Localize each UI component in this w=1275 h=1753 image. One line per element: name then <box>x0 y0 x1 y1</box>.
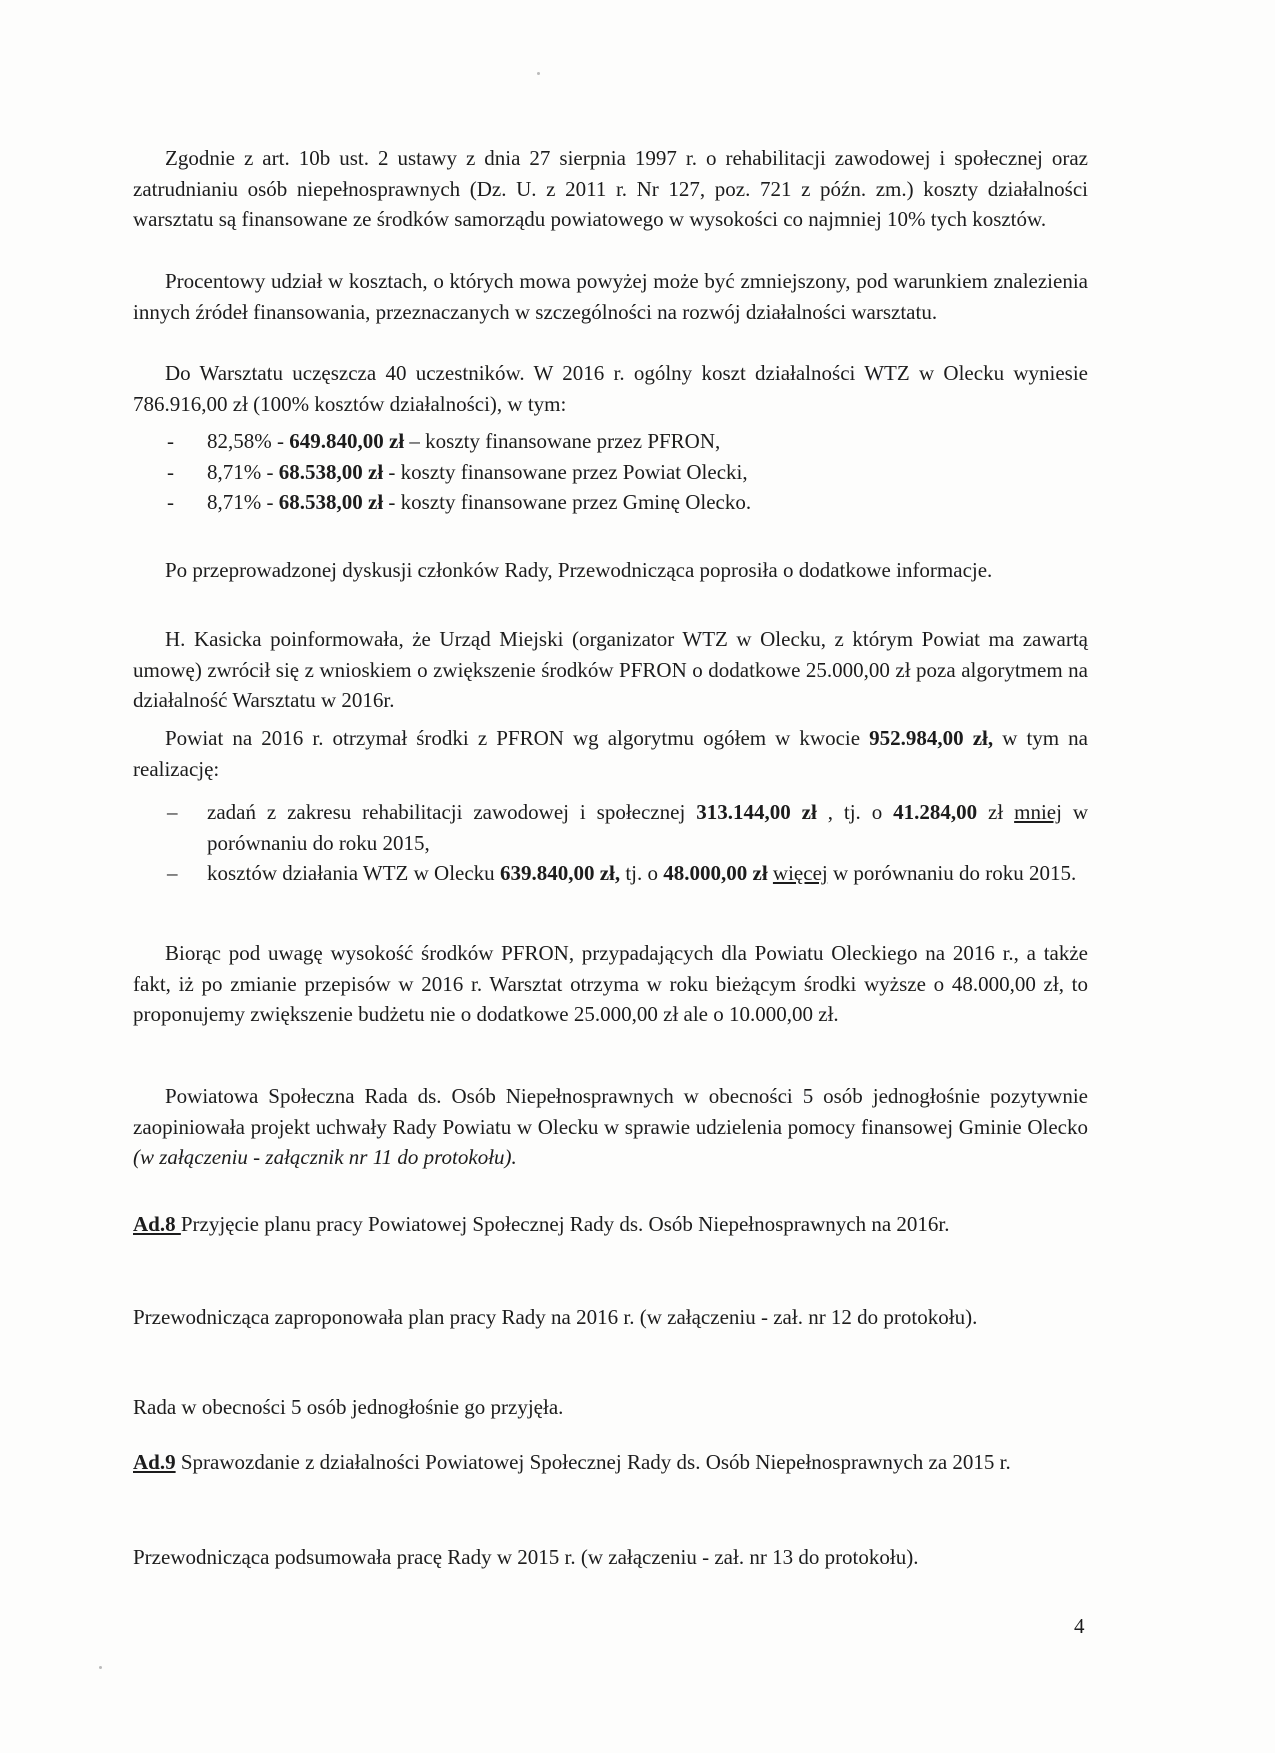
agenda-title: Sprawozdanie z działalności Powiatowej Społecznej Rady ds. Osób Niepełnosprawnych za 2015 r. <box>175 1450 1011 1474</box>
paragraph-participants: Do Warsztatu uczęszcza 40 uczestników. W 2016 r. ogólny koszt działalności WTZ w Olecku wyniesie 786.916,00 zł (100% kosztów działalności), w tym: <box>133 361 1088 416</box>
agenda-label: Ad.9 <box>133 1450 176 1474</box>
cost-list <box>133 426 1088 518</box>
paragraph-budget-proposal: Biorąc pod uwagę wysokość środków PFRON, przypadających dla Powiatu Oleckiego na 2016 r., a także fakt, iż po zmianie przepisów w 2016 r. Warsztat otrzyma w roku bieżącym środki wyższe o 48.000,00 zł, to proponujemy zwiększenie budżetu nie o dodatkowe 25.000,00 zł ale o 10.000,00 zł. <box>133 941 1088 1026</box>
paragraph-opinion: Powiatowa Społeczna Rada ds. Osób Niepełnosprawnych w obecności 5 osób jednogłośnie pozytywnie zaopiniowała projekt uchwały Rady Powiatu w Olecku w sprawie udzielenia pomocy finansowej Gminie Olecko (w załączeniu - załącznik nr 11 do protokołu). <box>133 1084 1088 1169</box>
paragraph-adopted: Rada w obecności 5 osób jednogłośnie go przyjęła. <box>133 1395 564 1419</box>
list-item: - 82,58% - 649.840,00 zł – koszty finansowane przez PFRON, <box>167 429 721 453</box>
agenda-item-9 <box>133 1447 1088 1478</box>
paragraph-algorithm-funds: Powiat na 2016 r. otrzymał środki z PFRON wg algorytmu ogółem w kwocie 952.984,00 zł, w tym na realizację: <box>133 726 1089 781</box>
list-item: - 8,71% - 68.538,00 zł - koszty finansowane przez Gminę Olecko. <box>167 490 752 514</box>
agenda-label: Ad.8 <box>133 1212 181 1236</box>
task-list <box>133 797 1088 889</box>
list-item: - 8,71% - 68.538,00 zł - koszty finansowane przez Powiat Olecki, <box>167 459 748 484</box>
paragraph-legal-basis: Zgodnie z art. 10b ust. 2 ustawy z dnia 27 sierpnia 1997 r. o rehabilitacji zawodowej i społecznej oraz zatrudnianiu osób niepełnosprawnych (Dz. U. z 2011 r. Nr 127, poz. 721 z późn. zm.) koszty działalności warsztatu są finansowane ze środków samorządu powiatowego w wysokości co najmniej 10% tych kosztów. <box>133 146 1088 231</box>
list-item: – kosztów działania WTZ w Olecku 639.840,00 zł, tj. o 48.000,00 zł więcej w porównaniu do roku 2015. <box>167 861 1077 885</box>
paragraph-work-plan: Przewodnicząca zaproponowała plan pracy Rady na 2016 r. (w załączeniu - zał. nr 12 do protokołu). <box>133 1305 978 1329</box>
scan-speck <box>99 1666 102 1669</box>
agenda-title: Przyjęcie planu pracy Powiatowej Społecznej Rady ds. Osób Niepełnosprawnych na 2016r. <box>180 1212 950 1236</box>
paragraph-percentage-share: Procentowy udział w kosztach, o których mowa powyżej może być zmniejszony, pod warunkiem znalezienia innych źródeł finansowania, przeznaczanych w szczególności na rozwój działalności warsztatu. <box>133 269 1088 324</box>
page-number: 4 <box>1074 1614 1085 1638</box>
scan-speck <box>537 72 540 75</box>
list-item: – zadań z zakresu rehabilitacji zawodowej i społecznej 313.144,00 zł , tj. o 41.284,00 zł mniej w porównaniu do roku 2015, <box>167 800 1089 855</box>
agenda-item-8 <box>133 1209 1088 1240</box>
paragraph-summary: Przewodnicząca podsumowała pracę Rady w 2015 r. (w załączeniu - zał. nr 13 do protokołu). <box>133 1545 919 1569</box>
paragraph-discussion: Po przeprowadzonej dyskusji członków Rady, Przewodnicząca poprosiła o dodatkowe informacje. <box>165 558 993 582</box>
paragraph-kasicka: H. Kasicka poinformowała, że Urząd Miejski (organizator WTZ w Olecku, z którym Powiat ma zawartą umowę) zwrócił się z wnioskiem o zwiększenie środków PFRON o dodatkowe 25.000,00 zł poza algorytmem na działalność Warsztatu w 2016r. <box>133 627 1088 712</box>
